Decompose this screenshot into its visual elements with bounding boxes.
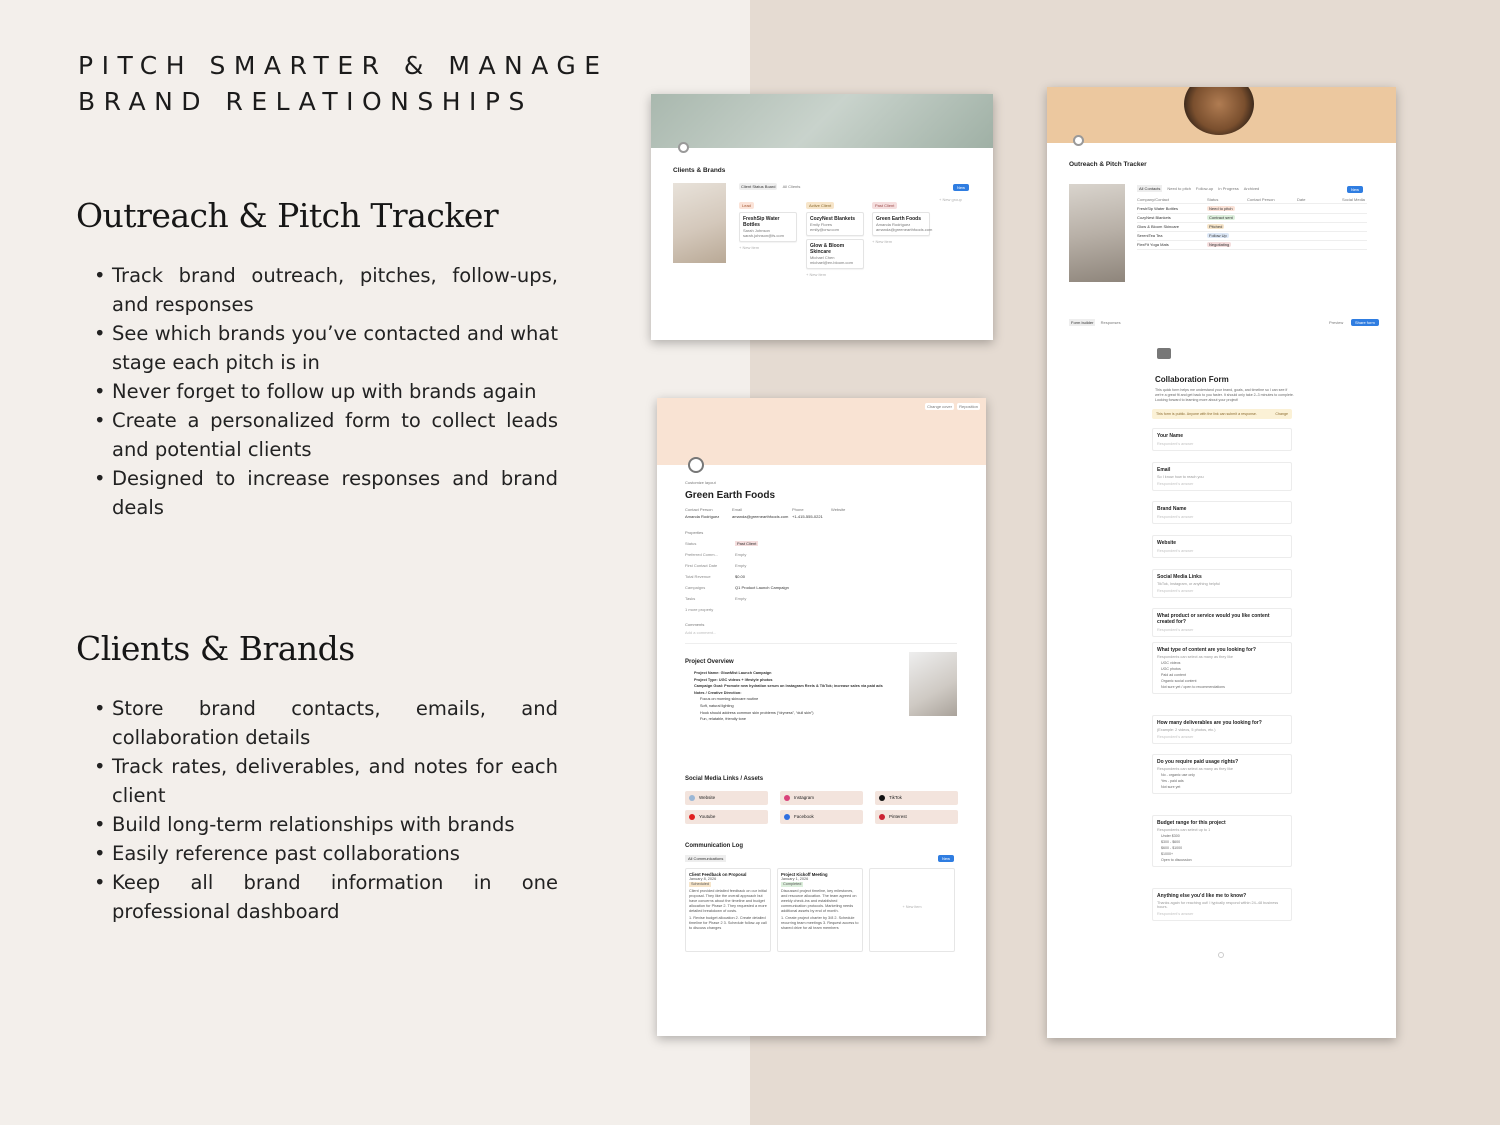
new-item-button[interactable]: + New item <box>806 272 827 277</box>
new-group-button[interactable]: + New group <box>939 197 962 202</box>
overview-item: Project Type: UGC videos + lifestyle photos <box>694 677 773 682</box>
question-label: What product or service would you like content created for? <box>1157 613 1270 625</box>
option-item[interactable]: Yes - paid ads <box>1161 779 1184 783</box>
bullet-item: • Build long-term relationships with brands <box>92 810 558 839</box>
card[interactable]: Glow & Bloom Skincare Michael Chen michael@en.bloom.com <box>806 239 864 269</box>
question-label: What type of content are you looking for? <box>1157 647 1256 653</box>
more-properties[interactable]: 1 more property <box>685 607 714 612</box>
table-row[interactable] <box>1137 233 1367 241</box>
change-button[interactable]: Change <box>1275 412 1288 416</box>
bullet-item: • Keep all brand information in one professional dashboard <box>92 868 558 926</box>
company-cell: Glow & Bloom Skincare <box>1137 224 1180 229</box>
brand-photo <box>673 183 726 263</box>
option-item[interactable]: $1000+ <box>1161 852 1174 856</box>
answer-field[interactable]: Respondent's answer <box>1157 589 1194 593</box>
overview-image <box>909 652 957 716</box>
option-item[interactable]: $600 - $1000 <box>1161 846 1183 850</box>
clients-title: Clients & Brands <box>76 629 355 668</box>
question-label: Budget range for this project <box>1157 820 1226 826</box>
reposition-button[interactable]: Reposition <box>959 404 978 409</box>
option-item[interactable]: Not sure yet <box>1161 785 1181 789</box>
bullet-item: • See which brands you’ve contacted and what stage each pitch is in <box>92 319 558 377</box>
tab-view[interactable]: Follow-up <box>1195 186 1214 191</box>
property-row: First Contact Date Empty <box>685 563 747 568</box>
new-item-button[interactable]: + New item <box>869 868 955 952</box>
property-row: Campaigns Q1 Product Launch Campaign <box>685 585 789 590</box>
answer-field[interactable]: Respondent's answer <box>1157 912 1194 916</box>
option-item[interactable]: Open to discussion <box>1161 858 1192 862</box>
column-header: Status <box>1207 197 1219 202</box>
change-cover-button[interactable]: Change cover <box>927 404 952 409</box>
question-label: How many deliverables are you looking for? <box>1157 720 1262 726</box>
question-label: Social Media Links <box>1157 574 1202 580</box>
page-icon <box>1073 135 1084 146</box>
bullet-item: • Track rates, deliverables, and notes for each client <box>92 752 558 810</box>
tab-all-clients[interactable]: All Clients <box>782 184 801 189</box>
page-title: Green Earth Foods <box>685 490 776 501</box>
outreach-bullets <box>92 261 558 522</box>
page-title: Clients & Brands <box>673 167 726 174</box>
website-link[interactable]: Website <box>685 791 768 805</box>
facebook-link[interactable]: Facebook <box>780 810 863 824</box>
property-status: Status Past Client <box>685 541 757 546</box>
option-item[interactable]: Under $300 <box>1161 834 1180 838</box>
page-icon <box>678 142 689 153</box>
headline-line-2: BRAND RELATIONSHIPS <box>78 87 533 116</box>
column-past-client: Past Client Green Earth Foods Amanda Rodriguez amanda@greenearthfoods.com + New item <box>872 203 933 244</box>
option-item[interactable]: $300 - $600 <box>1161 840 1181 844</box>
log-card[interactable]: Project Kickoff Meeting January 1, 2026 Completed Discussed project timeline, key milestones, and resource allocation. The team agreed on weekly check-ins and established communication protocols. Marketing needs additional assets by end of month. 1. Create project charter by 3/8 2. Schedule recurring team meetings 3. Request access to shared drive for all team members <box>777 868 863 952</box>
tab-view[interactable]: All Contacts <box>1139 186 1161 191</box>
tab-view[interactable]: In Progress <box>1218 186 1239 191</box>
property-row: Tasks Empty <box>685 596 747 601</box>
question-label: Do you require paid usage rights? <box>1157 759 1239 765</box>
public-form-notice: This form is public. Anyone with the link can submit a response. Change <box>1152 409 1292 419</box>
answer-field[interactable]: Respondent's answer <box>1157 482 1194 486</box>
option-item[interactable]: No - organic use only <box>1161 773 1195 777</box>
new-button[interactable]: New <box>1347 186 1363 193</box>
tab-all-communications[interactable]: All Communications <box>685 855 726 862</box>
tab-form-builder[interactable]: Form builder <box>1071 320 1094 325</box>
tab-view[interactable]: Archived <box>1243 186 1260 191</box>
company-cell: FlexFit Yoga Mats <box>1137 242 1169 247</box>
question-hint: So I know how to reach you <box>1157 475 1204 479</box>
column-header: Social Media <box>1342 197 1365 202</box>
answer-field[interactable]: Respondent's answer <box>1157 549 1194 553</box>
cover-image <box>651 94 993 148</box>
share-form-button[interactable]: Share form <box>1351 319 1379 326</box>
overview-list <box>690 670 890 723</box>
bullet-item: • Store brand contacts, emails, and collaboration details <box>92 694 558 752</box>
outreach-title: Outreach & Pitch Tracker <box>76 196 499 235</box>
property-row: Total Revenue $0.00 <box>685 574 746 579</box>
form-question[interactable] <box>1152 535 1292 558</box>
form-intro: This quick form helps me understand your brand, goals, and timeline so I can see if we’re a great fit and get back to you faster. It should only take 2–3 minutes to complete. Looking forward to learning more about your project! <box>1155 388 1294 402</box>
comment-input[interactable]: Add a comment... <box>685 630 717 635</box>
form-question[interactable] <box>1152 462 1292 491</box>
bullet-item: • Designed to increase responses and brand deals <box>92 464 558 522</box>
phone-photo <box>1069 184 1125 282</box>
clients-bullets <box>92 694 558 926</box>
column-lead: Lead FreshSip Water Bottles Sarah Johnson sarah.johnson@fs.com + New item <box>739 194 797 250</box>
table-row[interactable] <box>1137 224 1367 232</box>
bullet-item: • Easily reference past collaborations <box>92 839 558 868</box>
new-item-button[interactable]: + New item <box>739 245 760 250</box>
question-label: Email <box>1157 467 1171 473</box>
question-hint: Respondents can select up to 1 <box>1157 828 1211 832</box>
answer-field[interactable]: Respondent's answer <box>1157 515 1194 519</box>
pinterest-link[interactable]: Pinterest <box>875 810 958 824</box>
new-button[interactable]: New <box>938 855 954 862</box>
column-header: Company/Contact <box>1137 197 1170 202</box>
form-question[interactable] <box>1152 715 1292 744</box>
tab-client-status-board[interactable]: Client Status Board <box>741 184 776 189</box>
overview-item: Hook should address common skin problems (“dryness”, “dull skin”) <box>700 710 814 715</box>
card[interactable]: FreshSip Water Bottles Sarah Johnson sarah.johnson@fs.com <box>739 212 797 242</box>
form-question[interactable] <box>1152 569 1292 598</box>
property-row: Preferred Comm... Empty <box>685 552 747 557</box>
coffee-cup-image <box>1184 87 1254 135</box>
form-question[interactable] <box>1152 888 1292 921</box>
table-row[interactable] <box>1137 215 1367 223</box>
overview-item: Campaign Goal: Promote new hydration serum on Instagram Reels & TikTok; increase sales via paid ads <box>694 684 883 689</box>
question-hint: TikTok, Instagram, or anything helpful <box>1157 582 1220 586</box>
headline <box>78 48 609 120</box>
client-page-screenshot: Change cover Reposition Customize layout Green Earth Foods Contact Person Email Phone Website Amanda Rodriguez amanda@greenearthfoods.com +1-415-555-0221 Properties Status Past Client Preferred Comm... Empty First Contact Date Empty Total Revenue $0.00 Campaigns Q1 Product Launch Campaign Tasks Empty 1 more property Comments Add a comment... Project Overview Project Name: GlowMist Launch Campaign Project Type: UGC videos + lifestyle photos Campaign Goal: Promote new hydration serum on Instagram Reels & TikTok; increase sales via paid ads Notes / Creative Direction: Focus on morning skincare routine Soft, natural lighting Hook should address common skin problems (“dryness”, “dull skin”) Fun, relatable, friendly tone Social Media Links / Assets Website Instagram TikTok Youtube Facebook Pinterest Communication Log All Communications New Client Feedback on Proposal January 8, 2026 Scheduled Client provided detailed feedback on our initial proposal. They like the overall approach but have concerns about the timeline and budget allocation for Phase 2. They requested a more detailed breakdown of costs. 1. Revise budget allocation 2. Create detailed timeline for Phase 2 3. Schedule follow-up call to discuss changes Project Kickoff Meeting January 1, 2026 Completed Discussed project timeline, key milestones, and resource allocation. The team agreed on weekly check-ins and established communication protocols. Marketing needs additional assets by end of month. 1. Create project charter by 3/8 2. Schedule recurring team meetings 3. Request access to shared drive for all team members + New item <box>657 398 986 1036</box>
company-cell: FreshSip Water Bottles <box>1137 206 1178 211</box>
log-card[interactable]: Client Feedback on Proposal January 8, 2026 Scheduled Client provided detailed feedback on our initial proposal. They like the overall approach but have concerns about the timeline and budget allocation for Phase 2. They requested a more detailed breakdown of costs. 1. Revise budget allocation 2. Create detailed timeline for Phase 2 3. Schedule follow-up call to discuss changes <box>685 868 771 952</box>
question-hint: Thanks again for reaching out! I typically respond within 24–48 business hours. <box>1157 901 1279 909</box>
instagram-link[interactable]: Instagram <box>780 791 863 805</box>
status-badge: Negotiating <box>1209 242 1230 247</box>
cover-image <box>1047 87 1396 143</box>
form-question[interactable] <box>1152 608 1292 637</box>
form-question[interactable] <box>1152 501 1292 524</box>
option-item[interactable]: Organic social content <box>1161 679 1197 683</box>
view-tabs <box>1137 186 1264 191</box>
status-badge: Need to pitch <box>1209 206 1233 211</box>
answer-field[interactable]: Respondent's answer <box>1157 628 1194 632</box>
card[interactable]: Green Earth Foods Amanda Rodriguez amanda@greenearthfoods.com <box>872 212 930 236</box>
new-item-button[interactable]: + New item <box>872 239 893 244</box>
envelope-icon <box>1157 348 1171 359</box>
overview-item: Focus on morning skincare routine <box>700 697 759 702</box>
option-item[interactable]: Paid ad content <box>1161 673 1186 677</box>
company-cell: CozyNest Blankets <box>1137 215 1171 220</box>
headline-line-1: PITCH SMARTER & MANAGE <box>78 51 609 80</box>
answer-field[interactable]: Respondent's answer <box>1157 735 1194 739</box>
page-title: Outreach & Pitch Tracker <box>1069 161 1147 168</box>
option-item[interactable]: Not sure yet / open to recommendations <box>1161 685 1225 689</box>
overview-item: Project Name: GlowMist Launch Campaign <box>694 671 772 675</box>
customize-layout[interactable]: Customize layout <box>685 480 716 485</box>
table-row[interactable] <box>1137 206 1367 214</box>
page-icon <box>688 457 704 473</box>
bullet-item: • Track brand outreach, pitches, follow-ups, and responses <box>92 261 558 319</box>
question-label: Your Name <box>1157 433 1184 439</box>
column-header: Date <box>1297 197 1306 202</box>
overview-item: Fun, relatable, friendly tone <box>700 717 747 722</box>
status-badge: Pitched <box>1209 224 1223 229</box>
form-question[interactable] <box>1152 815 1292 867</box>
question-hint: (Example: 2 videos, 5 photos, etc.) <box>1157 728 1216 732</box>
option-item[interactable]: UGC videos <box>1161 661 1181 665</box>
status-badge: Contract sent <box>1209 215 1233 220</box>
new-button[interactable]: New <box>953 184 969 191</box>
status-badge: Follow Up <box>1209 233 1227 238</box>
option-item[interactable]: UGC photos <box>1161 667 1181 671</box>
form-question[interactable] <box>1152 754 1292 794</box>
company-cell: SereniTea Tea <box>1137 233 1163 238</box>
question-label: Brand Name <box>1157 506 1187 512</box>
card[interactable]: CozyNest Blankets Emily Flores emily@cnw.com <box>806 212 864 236</box>
youtube-link[interactable]: Youtube <box>685 810 768 824</box>
clients-brands-screenshot <box>651 94 993 340</box>
table-header <box>1137 197 1367 204</box>
question-hint: Respondents can select as many as they like <box>1157 655 1233 659</box>
question-label: Website <box>1157 540 1177 546</box>
column-active-client: Active Client CozyNest Blankets Emily Flores emily@cnw.com Glow & Bloom Skincare Michael Chen michael@en.bloom.com + New item <box>806 194 864 277</box>
bullet-item: • Create a personalized form to collect leads and potential clients <box>92 406 558 464</box>
add-question-icon[interactable] <box>1218 952 1224 958</box>
column-header: Contact Person <box>1247 197 1275 202</box>
form-question[interactable] <box>1152 642 1292 694</box>
tab-view[interactable]: Need to pitch <box>1167 186 1191 191</box>
table-row[interactable] <box>1137 242 1367 250</box>
form-title: Collaboration Form <box>1155 375 1229 384</box>
outreach-tracker-screenshot <box>1047 87 1396 1038</box>
tiktok-link[interactable]: TikTok <box>875 791 958 805</box>
tab-responses[interactable]: Responses <box>1100 320 1121 325</box>
overview-item: Notes / Creative Direction: <box>694 690 742 695</box>
answer-field[interactable]: Respondent's answer <box>1157 442 1194 446</box>
question-hint: Respondents can select as many as they like <box>1157 767 1233 771</box>
form-question[interactable] <box>1152 428 1292 451</box>
preview-button[interactable]: Preview <box>1329 320 1344 325</box>
overview-item: Soft, natural lighting <box>700 703 734 708</box>
question-label: Anything else you’d like me to know? <box>1157 893 1247 899</box>
bullet-item: • Never forget to follow up with brands again <box>92 377 558 406</box>
